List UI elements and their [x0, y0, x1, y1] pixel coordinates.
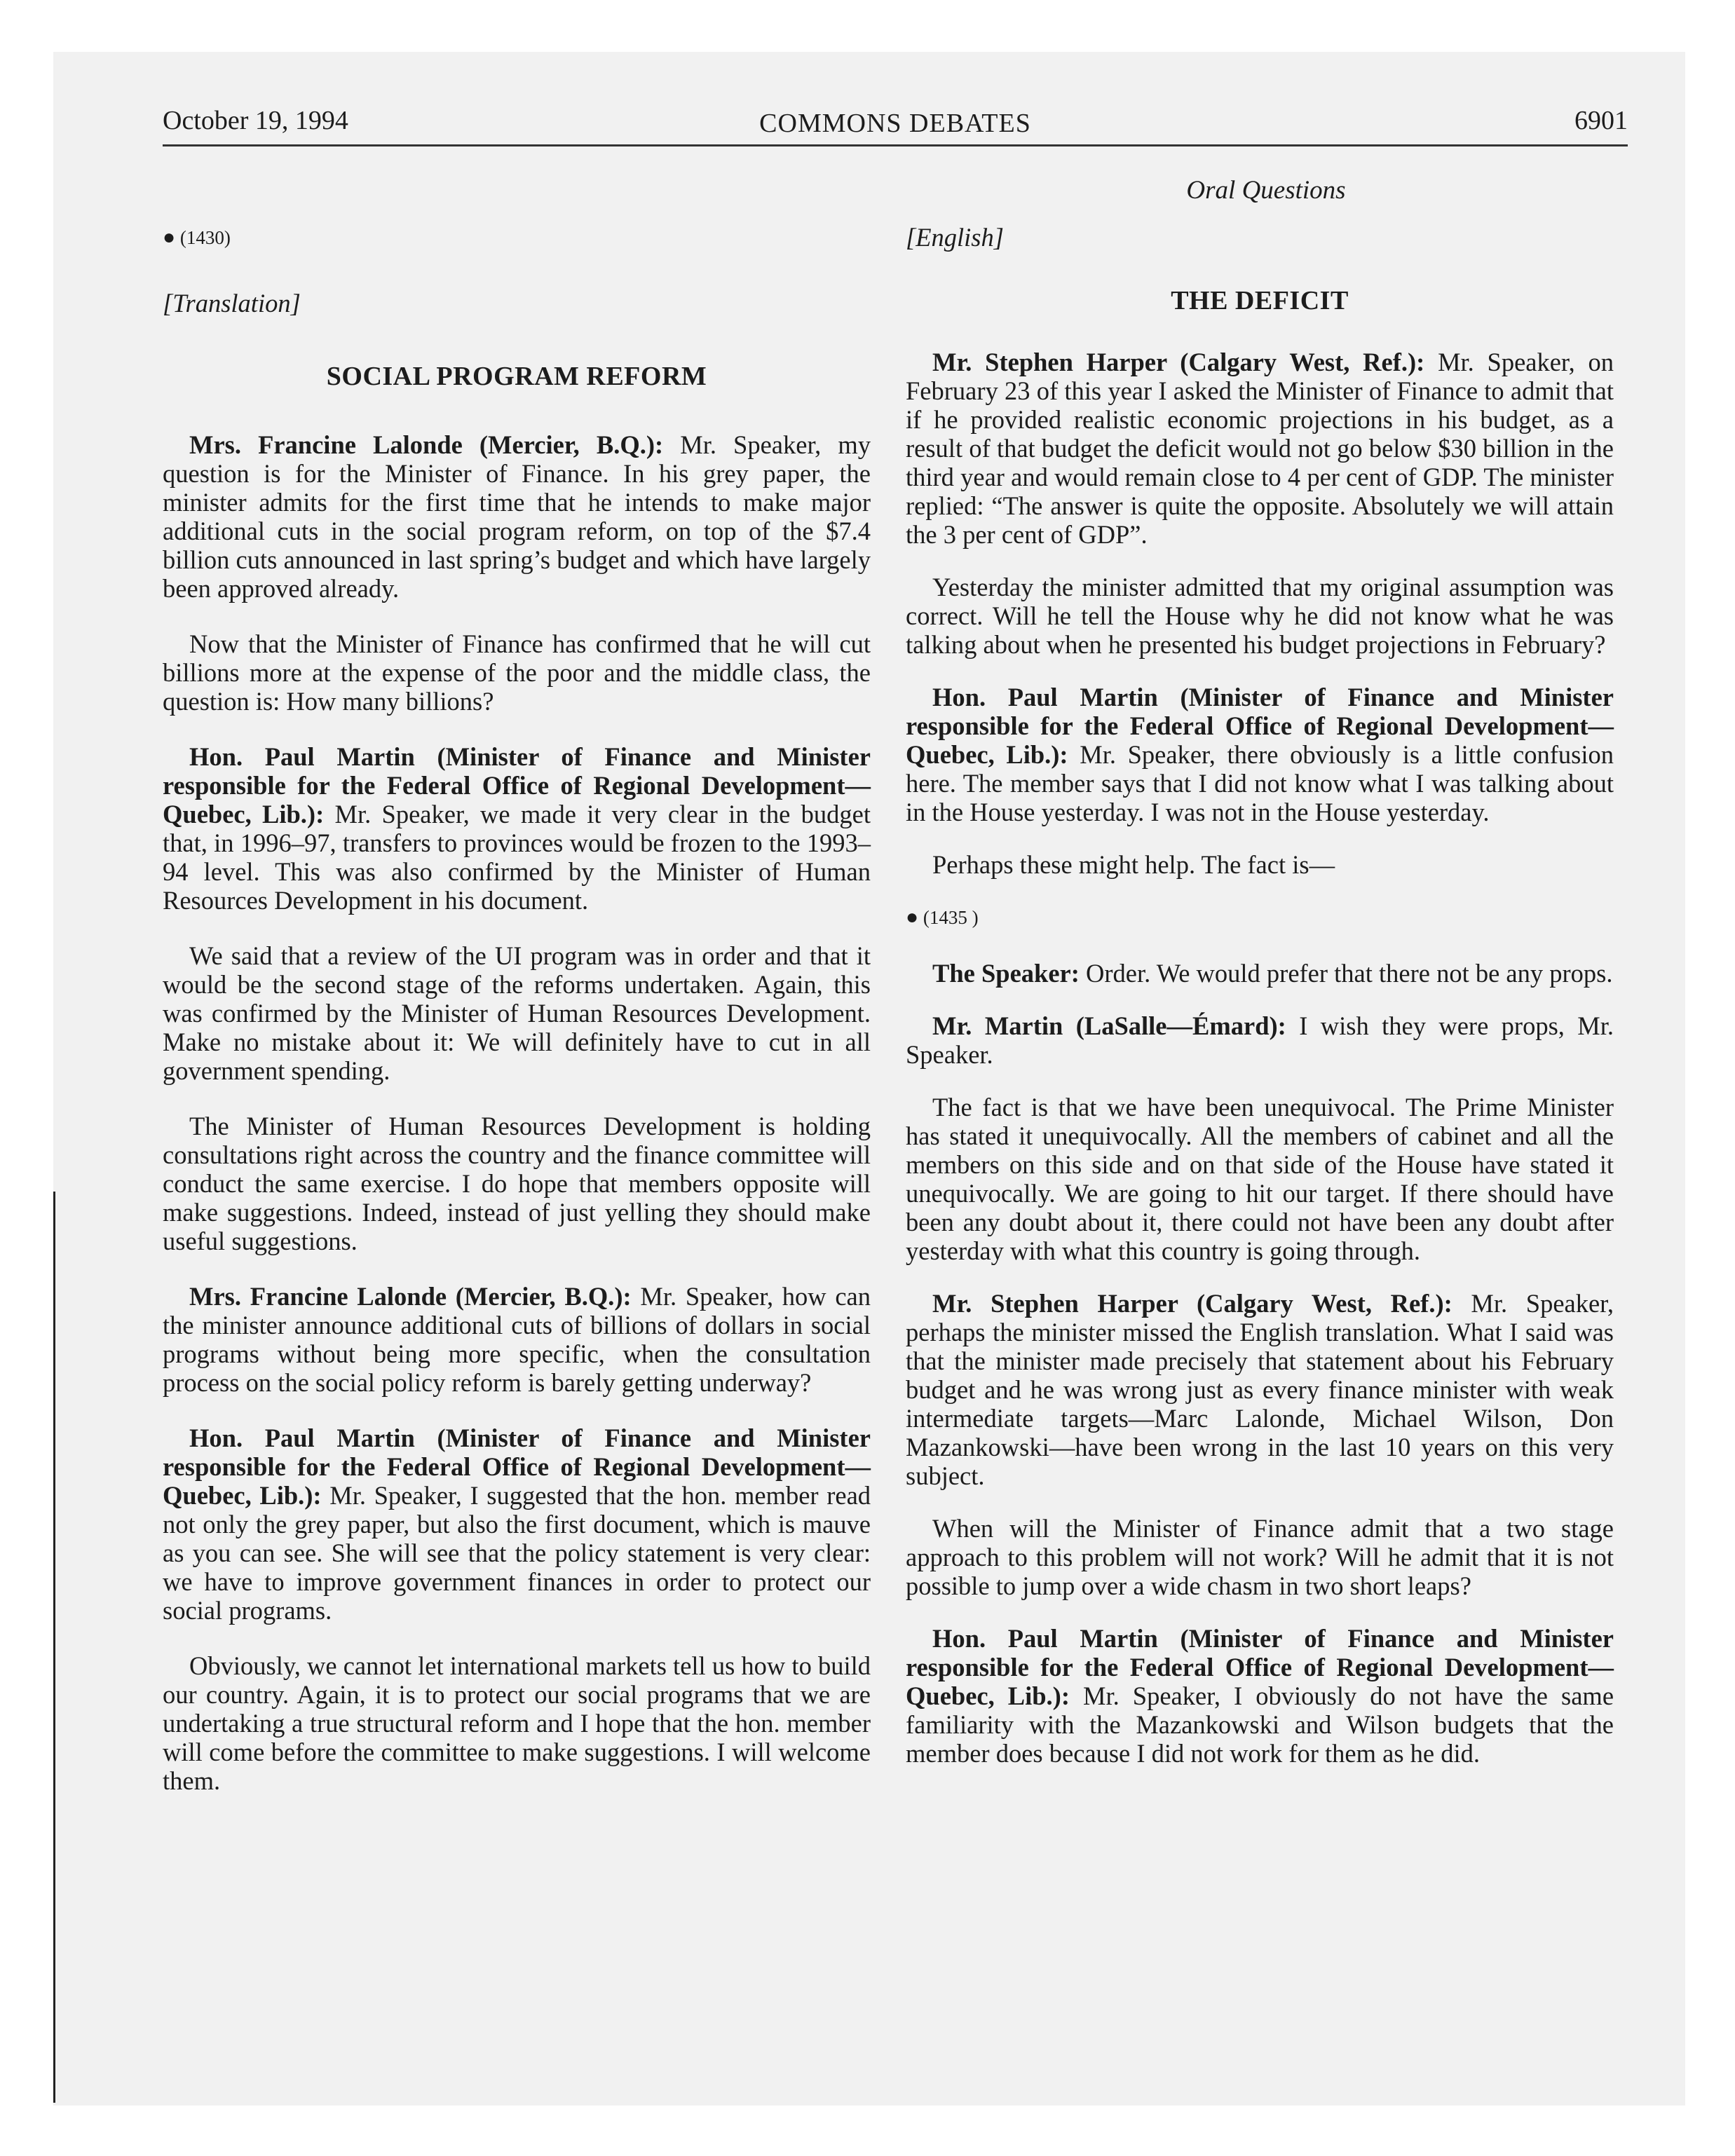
paragraph-text: Yesterday the minister admitted that my original assumption was correct. Will he tell the House why he did not know what he was talking about when he presented his budget projections in February? [906, 573, 1614, 659]
header-rule [163, 144, 1628, 146]
bullet-icon: ● [906, 906, 919, 929]
paragraph [906, 573, 1614, 659]
paragraph-text: Mr. Speaker, I obviously do not have the same familiarity with the Mazankowski and Wilson budgets that the member does because I did not work for them as he did. [906, 1681, 1614, 1768]
paragraph-text: Order. We would prefer that there not be any props. [1086, 959, 1613, 988]
language-label: English [916, 223, 994, 252]
paragraph-text: Mr. Speaker, on February 23 of this year I asked the Minister of Finance to admit that if he provided realistic economic projections in his budget, as a result of that budget the deficit would not go below $30 billion in the third year and would remain close to 4 per cent of GDP. The minister replied: “The answer is quite the opposite. Absolutely we will attain the 3 per cent of GDP”. [906, 348, 1614, 549]
timestamp [163, 223, 871, 252]
paragraph-text: The fact is that we have been unequivocal. The Prime Minister has stated it unequivocally. All the members of cabinet and all the members on this side and on that side of the House have stated it unequivocally. We are going to hit our target. If there should have been any doubt about it, there could not have been any doubt after yesterday with what this country is going through. [906, 1093, 1614, 1265]
paragraph-text: When will the Minister of Finance admit that a two stage approach to this problem will not work? Will he admit that it is not possible to jump over a wide chasm in two short leaps? [906, 1514, 1614, 1600]
paragraph-text: Obviously, we cannot let international markets tell us how to build our country. Again, it is to protect our social programs that we are undertaking a true structural reform and I hope that the hon. member will come before the committee to make suggestions. I will welcome them. [163, 1651, 871, 1795]
paragraph [906, 850, 1614, 879]
language-label: Translation [172, 289, 291, 318]
paragraph [906, 1624, 1614, 1768]
paragraph-text: Now that the Minister of Finance has confirmed that he will cut billions more at the expense of the poor and the middle class, the question is: How many billions? [163, 629, 871, 716]
timestamp-text: (1430) [179, 227, 231, 248]
paragraph-text: Mr. Speaker, we made it very clear in the budget that, in 1996–97, transfers to provinces would be frozen to the 1993–94 level. This was also confirmed by the Minister of Human Resources Development in his document. [163, 800, 871, 915]
speaker-name: Hon. Paul Martin (Minister of Finance and Minister responsible for the Federal Office of Regional Development—Quebec, Lib.): [906, 683, 1614, 769]
language-marker: [Translation] [163, 289, 301, 318]
page-edge-shadow [53, 1192, 55, 2103]
paragraph-text: Perhaps these might help. The fact is— [932, 850, 1335, 879]
paragraph [163, 1282, 871, 1397]
paragraph-text: We said that a review of the UI program was in order and that it would be the second stage of the reforms undertaken. Again, this was confirmed by the Minister of Human Resources Development. Make no mistake about it: We will definitely have to cut in all government spending. [163, 941, 871, 1085]
paragraph [163, 1651, 871, 1795]
speaker-name: Hon. Paul Martin (Minister of Finance and Minister responsible for the Federal Office of Regional Development—Quebec, Lib.): [163, 1424, 871, 1510]
paragraph-text: Mr. Speaker, I suggested that the hon. member read not only the grey paper, but also the first document, which is mauve as you can see. She will see that the policy statement is very clear: we have to improve government finances in order to protect our social programs. [163, 1481, 871, 1625]
speaker-name: Mrs. Francine Lalonde (Mercier, B.Q.): [189, 430, 664, 459]
paragraph-text: I wish they were props, Mr. Speaker. [906, 1011, 1614, 1069]
paragraph [906, 1514, 1614, 1600]
paragraph [906, 1011, 1614, 1069]
header-date: October 19, 1994 [163, 106, 348, 135]
timestamp-text: (1435 ) [923, 907, 979, 928]
paragraph [163, 742, 871, 915]
speaker-name: Mr. Martin (LaSalle—Émard): [932, 1011, 1286, 1040]
paragraph-text: Mr. Speaker, my question is for the Minister of Finance. In his grey paper, the minister admits for the first time that he intends to make major additional cuts in the social program reform, on top of the $7.4 billion cuts announced in last spring’s budget and which have largely been approved already. [163, 430, 871, 603]
paragraph [906, 1289, 1614, 1490]
speaker-name: Mrs. Francine Lalonde (Mercier, B.Q.): [189, 1282, 632, 1311]
paragraph-text: Mr. Speaker, perhaps the minister missed the English translation. What I said was that the minister made precisely that statement about his February budget and he was wrong just as every finance minister with weak intermediate targets—Marc Lalonde, Michael Wilson, Don Mazankowski—have been wrong in the last 10 years on this very subject. [906, 1289, 1614, 1490]
paragraph-text: Mr. Speaker, how can the minister announce additional cuts of billions of dollars in social programs without being more specific, when the consultation process on the social policy reform is barely getting underway? [163, 1282, 871, 1397]
paragraph [163, 1424, 871, 1625]
paragraph [906, 348, 1614, 549]
paragraph [906, 683, 1614, 826]
left-column [163, 223, 871, 1822]
paragraph [906, 1093, 1614, 1265]
section-heading: SOCIAL PROGRAM REFORM [326, 362, 707, 391]
paragraph-text: Mr. Speaker, there obviously is a little confusion here. The member says that I did not know what I was talking about in the House yesterday. I was not in the House yesterday. [906, 740, 1614, 826]
speaker-name: Hon. Paul Martin (Minister of Finance and Minister responsible for the Federal Office of Regional Development—Quebec, Lib.): [906, 1624, 1614, 1710]
right-column [906, 223, 1614, 1792]
section-heading: THE DEFICIT [1171, 286, 1349, 315]
header-title: COMMONS DEBATES [759, 109, 1031, 138]
speaker-name: Hon. Paul Martin (Minister of Finance and Minister responsible for the Federal Office of Regional Development—Quebec, Lib.): [163, 742, 871, 828]
speaker-name: Mr. Stephen Harper (Calgary West, Ref.): [932, 1289, 1452, 1318]
running-header [163, 105, 1628, 144]
paragraph [163, 941, 871, 1085]
speaker-name: Mr. Stephen Harper (Calgary West, Ref.): [932, 348, 1425, 376]
language-marker: [English] [906, 223, 1004, 252]
section-label: Oral Questions [1186, 176, 1346, 205]
speaker-name: The Speaker: [932, 959, 1080, 988]
paragraph-text: The Minister of Human Resources Development is holding consultations right across the country and the finance committee will conduct the same exercise. I do hope that members opposite will make suggestions. Indeed, instead of just yelling they should make useful suggestions. [163, 1112, 871, 1255]
page-number: 6901 [1574, 106, 1628, 135]
paragraph [163, 629, 871, 716]
paragraph [906, 959, 1614, 988]
timestamp [906, 903, 1614, 932]
paragraph [163, 1112, 871, 1255]
bullet-icon: ● [163, 226, 176, 249]
paragraph [163, 430, 871, 603]
